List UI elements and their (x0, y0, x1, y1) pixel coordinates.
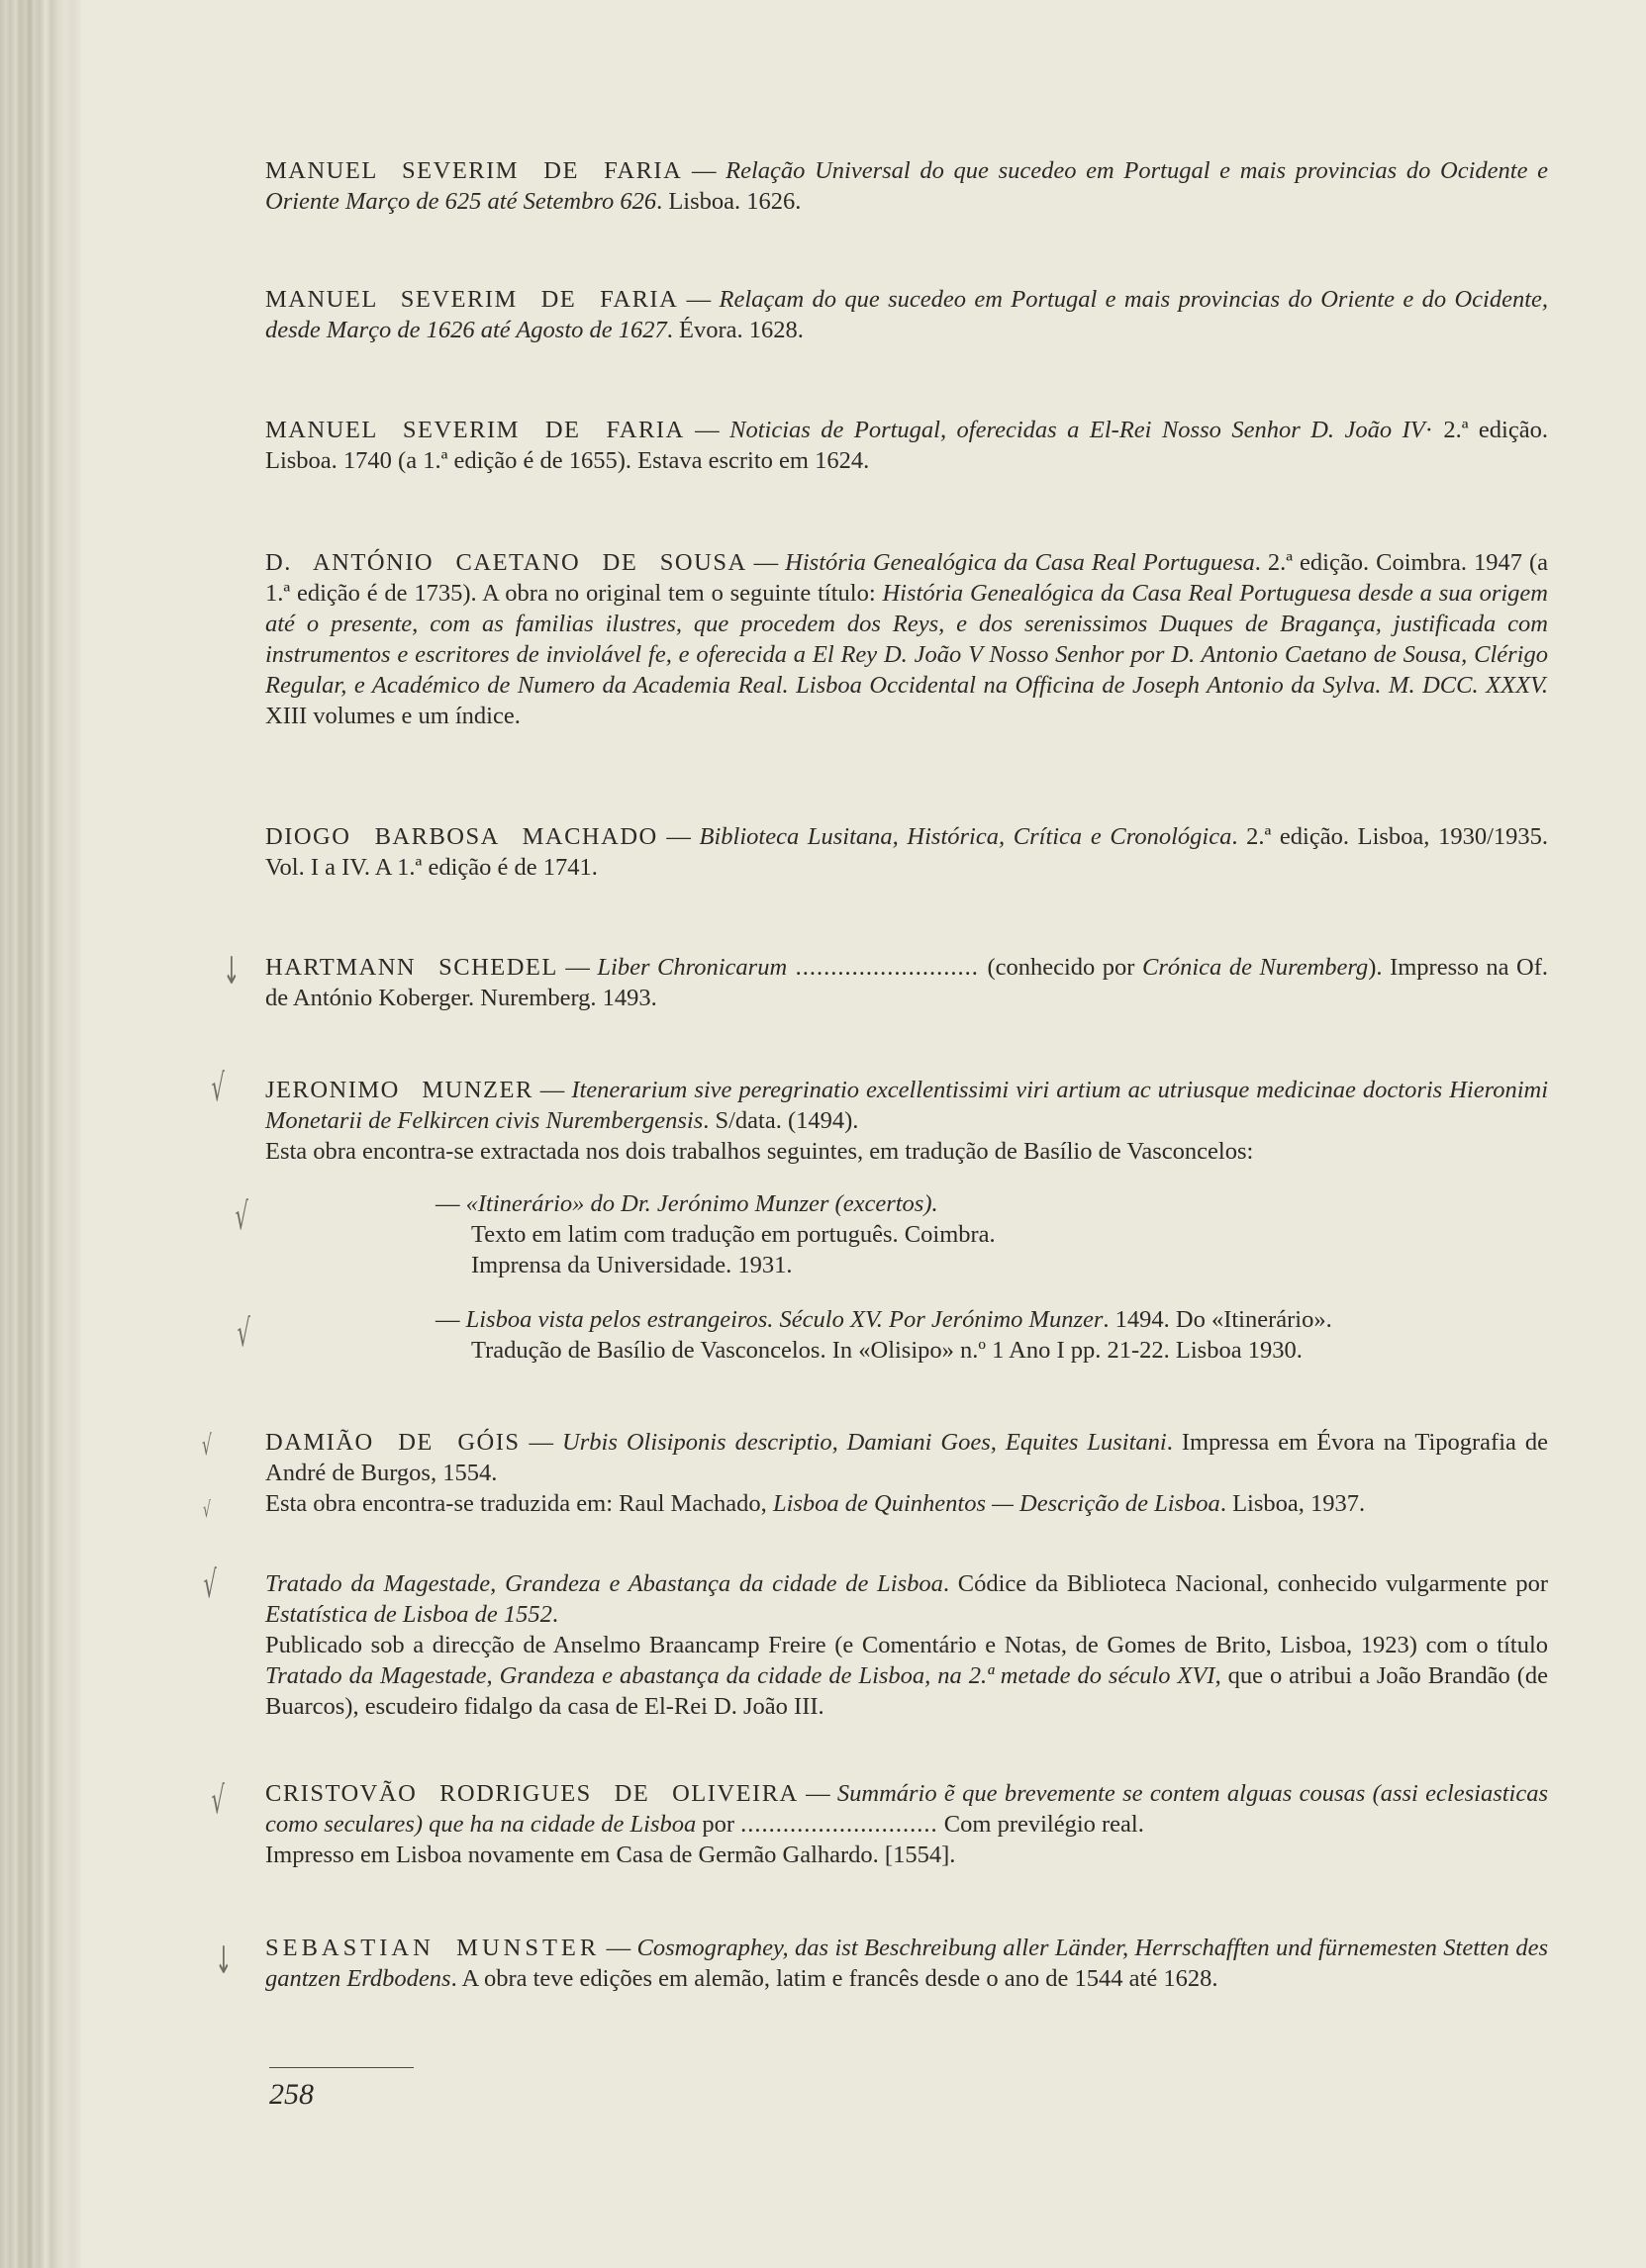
sub-entry-title: Lisboa vista pelos estrangeiros. Século XV. Por Jerónimo Munzer (465, 1306, 1104, 1333)
sub-entry-title: «Itinerário» do Dr. Jerónimo Munzer (excertos). (465, 1190, 938, 1217)
entry-details: . (551, 1601, 559, 1628)
entry-author: HARTMANN SCHEDEL (265, 954, 558, 981)
pencil-arrow-mark: ↓ (223, 949, 241, 992)
dash: — (678, 286, 720, 313)
sub-entry-details: . 1494. Do «Itinerário». (1103, 1306, 1332, 1333)
dash: — (657, 823, 700, 850)
entry-title: Cosmographey, das ist Beschreibung aller Länder, Herrschafften und fürnemesten Stetten des gantzen Erdbodens (265, 1935, 1548, 1992)
sub-entry-line: Imprensa da Universidade. 1931. (471, 1252, 793, 1278)
leader-dots: .......................... (787, 954, 988, 981)
entry-title: Urbis Olisiponis descriptio, Damiani Goes, Equites Lusitani (562, 1429, 1167, 1456)
bibliography-entry (265, 415, 1548, 476)
entry-note: Impresso em Lisboa novamente em Casa de Germão Galhardo. [1554]. (265, 1842, 956, 1868)
dash: — (533, 1077, 572, 1103)
entry-author: JERONIMO MUNZER (265, 1077, 533, 1103)
entry-title: Tratado da Magestade, Grandeza e Abastança da cidade de Lisboa (265, 1570, 943, 1597)
entry-details: . Lisboa. 1626. (656, 188, 802, 215)
dash: — (746, 549, 786, 576)
pencil-check-mark: √ (202, 1429, 212, 1462)
pencil-check-mark: √ (235, 1194, 248, 1238)
entry-author: DIOGO BARBOSA MACHADO (265, 823, 658, 850)
entry-details: Com previlégio real. (937, 1811, 1144, 1838)
sub-entry-line: Tradução de Basílio de Vasconcelos. In «Olisipo» n.º 1 Ano I pp. 21-22. Lisboa 1930. (471, 1337, 1303, 1364)
entry-author: MANUEL SEVERIM DE FARIA (265, 417, 685, 443)
pencil-arrow-mark: ↓ (215, 1938, 233, 1982)
entry-note: Esta obra encontra-se extractada nos dois trabalhos seguintes, em tradução de Basílio de Vasconcelos: (265, 1138, 1254, 1165)
page-number: 258 (269, 2078, 314, 2111)
bibliography-entry (265, 547, 1548, 731)
entry-details: . Évora. 1628. (666, 317, 804, 343)
bibliography-entry (265, 1568, 1548, 1722)
entry-details: . 2.ª edição. Lisboa, 1930/1935. Vol. I a IV. A 1.ª edição é de 1741. (265, 823, 1548, 881)
footer-rule (269, 2067, 414, 2068)
entry-author: SEBASTIAN MUNSTER (265, 1935, 601, 1961)
dash: — (557, 954, 598, 981)
entry-author: MANUEL SEVERIM DE FARIA (265, 286, 679, 313)
entry-title: Biblioteca Lusitana, Histórica, Crítica e Cronológica (699, 823, 1232, 850)
entry-author: DAMIÃO DE GÓIS (265, 1429, 521, 1456)
entry-details: . A obra teve edições em alemão, latim e francês desde o ano de 1544 até 1628. (450, 1965, 1218, 1992)
sub-entry-line: Texto em latim com tradução em português. Coimbra. (471, 1221, 996, 1248)
entry-details: ). Impresso na Of. de António Koberger. Nuremberg. 1493. (265, 954, 1549, 1011)
entry-details: XIII volumes e um índice. (265, 703, 521, 729)
bibliography-entry (265, 155, 1548, 217)
entry-note (265, 1488, 1548, 1519)
dash: — (436, 1306, 466, 1333)
dash: — (520, 1429, 563, 1456)
entry-title: Summário ẽ que brevemente se contem alguas cousas (assi eclesiasticas como seculares) que ha na cidade de Lisboa (265, 1780, 1549, 1838)
entry-author: D. ANTÓNIO CAETANO DE SOUSA (265, 549, 747, 576)
bibliography-entry (265, 821, 1548, 883)
entry-title: Relação Universal do que sucedeo em Portugal e mais provincias do Ocidente e Oriente Março de 625 até Setembro 626 (265, 157, 1548, 215)
leader-dots: ............................ (740, 1811, 938, 1838)
bibliography-entry (265, 284, 1548, 345)
note-text: . Lisboa, 1937. (1219, 1490, 1366, 1517)
pencil-check-mark: √ (203, 1562, 217, 1606)
entry-details: . S/data. (1494). (703, 1107, 859, 1134)
bibliography-entry (265, 1427, 1548, 1519)
bibliography-entry (265, 1075, 1548, 1167)
entry-author: CRISTOVÃO RODRIGUES DE OLIVEIRA (265, 1780, 799, 1807)
dash: — (436, 1190, 466, 1217)
entry-author: MANUEL SEVERIM DE FARIA (265, 157, 683, 184)
entry-title: História Genealógica da Casa Real Portuguesa (785, 549, 1255, 576)
note-title: Lisboa de Quinhentos — Descrição de Lisboa (772, 1490, 1220, 1517)
entry-details: . Códice da Biblioteca Nacional, conhecido vulgarmente por (942, 1570, 1548, 1597)
entry-details: . 2.ª edição. Coimbra. 1947 (a 1.ª edição é de 1735). A obra no original tem o seguinte título: (265, 549, 1549, 607)
note-text: Esta obra encontra-se traduzida em: Raul Machado, (265, 1490, 773, 1517)
pencil-check-mark: √ (211, 1778, 225, 1822)
entry-original-title: História Genealógica da Casa Real Portuguesa desde a sua origem até o presente, com as familias ilustres, que procedem dos Reys, e dos serenissimos Duques de Bragança, justificada com instrumentos e escritores de inviolável fe, e oferecida a El Rey D. João V Nosso Senhor por D. Antonio Caetano de Sousa, Clérigo Regular, e Académico de Numero da Academia Real. Lisboa Occidental na Officina de Joseph Antonio da Sylva. M. DCC. XXXV. (265, 580, 1548, 699)
dash: — (682, 157, 726, 184)
bibliography-entry (265, 952, 1548, 1013)
note-text: , que o atribui a João Brandão (de Buarcos), escudeiro fidalgo da casa de El-Rei D. João III. (265, 1662, 1548, 1720)
entry-title: Liber Chronicarum (597, 954, 788, 981)
entry-details: . Impressa em Évora na Tipografia de André de Burgos, 1554. (265, 1429, 1549, 1486)
sub-entry (436, 1304, 1548, 1366)
entry-alt-title: Estatística de Lisboa de 1552 (265, 1601, 552, 1628)
note-text: Publicado sob a direcção de Anselmo Braancamp Freire (e Comentário e Notas, de Gomes de Brito, Lisboa, 1923) com o título (265, 1632, 1548, 1658)
entry-title: Itenerarium sive peregrinatio excellentissimi viri artium ac utriusque medicinae doctoris Hieronimi Monetarii de Felkircen civis Nurembergensis (265, 1077, 1549, 1134)
bibliography-entry (265, 1933, 1548, 1994)
entry-details: · 2.ª edição. Lisboa. 1740 (a 1.ª edição é de 1655). Estava escrito em 1624. (265, 417, 1548, 474)
pencil-check-mark: √ (203, 1498, 211, 1523)
entry-title: Relaçam do que sucedeo em Portugal e mais provincias do Oriente e do Ocidente, desde Março de 1626 até Agosto de 1627 (265, 286, 1549, 343)
entry-note (265, 1630, 1548, 1722)
pencil-check-mark: √ (237, 1311, 250, 1355)
pencil-check-mark: √ (211, 1066, 225, 1109)
sub-entry (436, 1188, 1548, 1280)
entry-alt-title: Crónica de Nuremberg (1142, 954, 1369, 981)
dash: — (684, 417, 730, 443)
dash: — (798, 1780, 837, 1807)
entry-title: Noticias de Portugal, oferecidas a El-Rei Nosso Senhor D. João IV (729, 417, 1425, 443)
entry-details: por (696, 1811, 741, 1838)
note-title: Tratado da Magestade, Grandeza e abastança da cidade de Lisboa, na 2.ª metade do século XVI (265, 1662, 1215, 1689)
entry-details: (conhecido por (987, 954, 1142, 981)
bibliography-entry (265, 1778, 1548, 1870)
dash: — (600, 1935, 637, 1961)
